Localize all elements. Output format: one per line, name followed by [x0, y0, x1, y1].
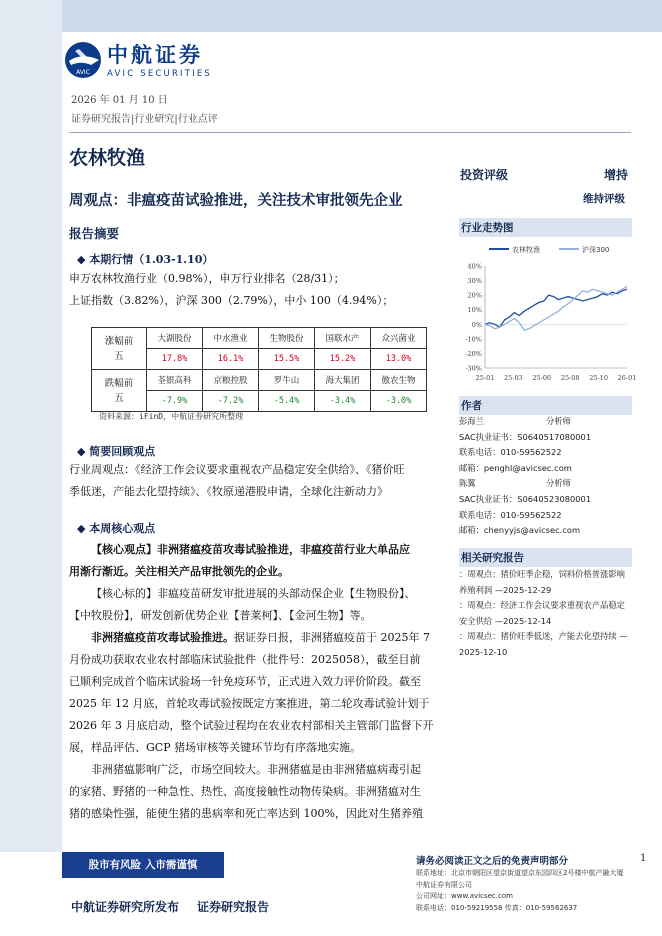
logo-mark: AVIC	[76, 69, 90, 76]
publisher-name: 中航证券研究所发布	[71, 900, 180, 914]
movers-table	[91, 327, 427, 412]
table-row	[92, 370, 427, 391]
page-number: 1	[640, 853, 647, 864]
x-tick-label: 26-01	[617, 374, 637, 382]
gainer-name: 大湖股份	[147, 328, 203, 349]
loser-change: -3.0%	[371, 391, 427, 412]
series-line	[485, 286, 627, 330]
weekly-line-1: 申万农林牧渔行业（0.98%），申万行业排名（28/31）；	[69, 272, 345, 285]
company: 中航证券有限公司	[416, 880, 472, 889]
table-row	[92, 328, 427, 349]
authors-list	[459, 414, 634, 539]
y-tick-label: 20%	[467, 291, 482, 300]
series-line	[485, 289, 627, 327]
core-p3-line-3: 已顺利完成首个临床试验场一针免疫环节，正式进入效力评价阶段。截至	[69, 675, 421, 688]
y-tick-label: 40%	[467, 262, 482, 271]
core-p4-line-1: 非洲猪瘟影响广泛，市场空间较大。非洲猪瘟是由非洲猪瘟病毒引起	[91, 763, 421, 776]
loser-change: -7.9%	[147, 391, 203, 412]
core-p3-line-4: 2025 年 12 月底，首轮攻毒试验按既定方案推进，第二轮攻毒试验计划于	[69, 697, 430, 710]
core-p3-line-6: 展，样品评估、GCP 猪场审核等关键环节均有序落地实施。	[69, 741, 362, 754]
x-tick-label: 25-06	[532, 374, 552, 382]
brand-name-en: AVIC SECURITIES	[107, 69, 213, 79]
authors-heading: 作者	[459, 396, 632, 415]
core-p4-line-2: 的家猪、野猪的一种急性、热性、高度接触性动物传染病。非洲猪瘟对生	[69, 785, 421, 798]
author-cert: SAC执业证书：S0640523080001	[459, 493, 592, 504]
review-line-2: 季低迷，产能去化望持续》、《牧原递港股申请，全球化注新动力》	[69, 485, 388, 498]
disclaimer[interactable]: 请务必阅读正文之后的免责声明部分	[416, 856, 569, 867]
core-bullet: ◆ 本周核心观点	[77, 522, 156, 535]
brand-logo	[63, 39, 223, 83]
loser-name: 傲农生物	[371, 370, 427, 391]
rating-sub: 维持评级	[583, 193, 625, 205]
x-tick-label: 25-03	[504, 374, 523, 382]
related-link-cont[interactable]: 养殖利润 —2025-12-29	[459, 584, 552, 595]
x-tick-label: 25-10	[589, 374, 608, 382]
website[interactable]: 公司网址：www.avicsec.com	[416, 892, 513, 901]
loser-change: -7.2%	[203, 391, 259, 412]
core-p1-line-1: 【核心观点】非洲猪瘟疫苗攻毒试验推进，非瘟疫苗行业大单品应	[91, 543, 410, 556]
breadcrumb: 证券研究报告|行业研究|行业点评	[71, 114, 218, 125]
related-link[interactable]: ：周观点：猪价旺季低迷，产能去化望持续 —	[459, 631, 628, 642]
gainer-change: 16.1%	[203, 349, 259, 370]
losers-label: 跌幅前 五	[92, 370, 147, 412]
review-line-1: 行业周观点：《经济工作会议要求重视农产品稳定安全供给》、《猪价旺	[69, 463, 405, 476]
related-link-cont[interactable]: 2025-12-10	[459, 646, 508, 657]
author-email[interactable]: 邮箱：penghl@avicsec.com	[459, 462, 572, 473]
brand-name-cn: 中航证券	[107, 43, 203, 67]
author-name-row	[459, 476, 634, 492]
related-link[interactable]: ：周观点：猪价旺季企稳，饲料价格普涨影响	[459, 569, 625, 579]
author-role: 分析师	[546, 416, 571, 426]
header-divider	[69, 132, 631, 133]
related-list	[459, 567, 634, 661]
author-phone: 联系电话：010-59562522	[459, 447, 562, 458]
x-tick-label: 25-01	[475, 374, 495, 382]
rating-value: 增持	[604, 168, 629, 182]
y-tick-label: 10%	[467, 306, 482, 315]
core-p3-lead: 非洲猪瘟疫苗攻毒试验推进。	[91, 631, 234, 644]
left-band	[0, 0, 62, 936]
loser-name: 海大集团	[315, 370, 371, 391]
loser-name: 京粮控股	[203, 370, 259, 391]
footer-publisher	[71, 898, 287, 915]
report-type: 证券研究报告	[197, 900, 270, 914]
core-p3-line-1-rest: 据证券日报，非洲猪瘟疫苗于 2025年 7	[234, 631, 430, 644]
rating-label: 投资评级	[460, 168, 509, 182]
gainers-label: 涨幅前 五	[92, 328, 147, 370]
related-link-cont[interactable]: 安全供给 —2025-12-14	[459, 615, 552, 626]
review-bullet: ◆ 简要回顾观点	[77, 445, 156, 458]
trend-heading: 行业走势图	[459, 218, 632, 237]
gainer-name: 众兴菌业	[371, 328, 427, 349]
gainer-change: 17.8%	[147, 349, 203, 370]
core-p2-line-1: 【核心标的】非瘟疫苗研发审批进展的头部动保企业【生物股份】、	[91, 587, 416, 600]
author-role: 分析师	[546, 478, 571, 489]
author-name: 彭海兰	[459, 416, 484, 426]
gainer-change: 15.5%	[259, 349, 315, 370]
weekly-line-2: 上证指数（3.82%），沪深 300（2.79%），中小 100（4.94%）；	[69, 294, 394, 307]
core-p2-line-2: 【中牧股份】，研发创新优势企业【普莱柯】、【金河生物】等。	[69, 609, 372, 622]
loser-change: -5.4%	[259, 391, 315, 412]
core-text	[69, 539, 446, 825]
author-email[interactable]: 邮箱：chenyyjs@avicsec.com	[459, 525, 581, 536]
related-link[interactable]: ：周观点：经济工作会议要求重视农产品稳定	[459, 600, 625, 611]
gainer-change: 15.2%	[315, 349, 371, 370]
core-p3-line-1	[69, 627, 446, 649]
loser-name: 罗牛山	[259, 370, 315, 391]
table-source: 资料来源：iFinD，中航证券研究所整理	[99, 412, 244, 421]
x-tick-label: 25-08	[560, 374, 580, 382]
avic-logo-icon	[63, 39, 103, 79]
trend-chart	[459, 238, 637, 388]
gainer-change: 13.0%	[371, 349, 427, 370]
related-heading: 相关研究报告	[459, 548, 632, 567]
loser-change: -3.4%	[315, 391, 371, 412]
author-phone: 联系电话：010-59562522	[459, 509, 562, 520]
legend-label: 农林牧渔	[512, 246, 540, 254]
gainer-name: 中水渔业	[203, 328, 259, 349]
address: 联系地址：北京市朝阳区望京街道望京东园四区2号楼中航产融大厦	[416, 869, 624, 877]
review-text	[69, 459, 446, 503]
y-tick-label: 0%	[471, 320, 482, 329]
core-p3-line-5: 2026 年 3 月底启动，整个试验过程均在农业农村部相关主管部门监督下开	[69, 719, 434, 732]
weekly-bullet: ◆ 本期行情（1.03-1.10）	[77, 253, 214, 266]
contact: 联系电话：010-59219558 传真：010-59562637	[416, 903, 578, 912]
top-band	[62, 0, 662, 32]
industry-title: 农林牧渔	[69, 147, 146, 169]
core-p4-line-3: 猪的感染性强，能使生猪的患病率和死亡率达到 100%，因此对生猪养殖	[69, 807, 423, 820]
core-p1-line-2: 用渐行渐近。关注相关产品审批领先的企业。	[69, 565, 289, 578]
report-title: 周观点：非瘟疫苗试验推进，关注技术审批领先企业	[69, 192, 403, 209]
report-date: 2026 年 01 月 10 日	[71, 95, 168, 106]
core-p3-line-2: 月份成功获取农业农村部临床试验批件（批件号：2025058），截至目前	[69, 653, 421, 666]
weekly-text	[69, 268, 446, 312]
author-cert: SAC执业证书：S0640517080001	[459, 431, 592, 442]
gainer-name: 生物股份	[259, 328, 315, 349]
y-tick-label: -30%	[465, 364, 482, 373]
abstract-heading: 报告摘要	[69, 226, 120, 241]
y-tick-label: -10%	[465, 335, 482, 344]
risk-warning: 股市有风险 入市需谨慎	[62, 852, 224, 878]
gainer-name: 国联水产	[315, 328, 371, 349]
y-tick-label: -20%	[465, 349, 482, 358]
author-name: 陈翼	[459, 478, 476, 489]
y-tick-label: 30%	[467, 277, 482, 286]
author-name-row	[459, 414, 634, 430]
loser-name: 荃银高科	[147, 370, 203, 391]
contact-info	[416, 868, 623, 914]
legend-label: 沪深300	[582, 246, 610, 254]
